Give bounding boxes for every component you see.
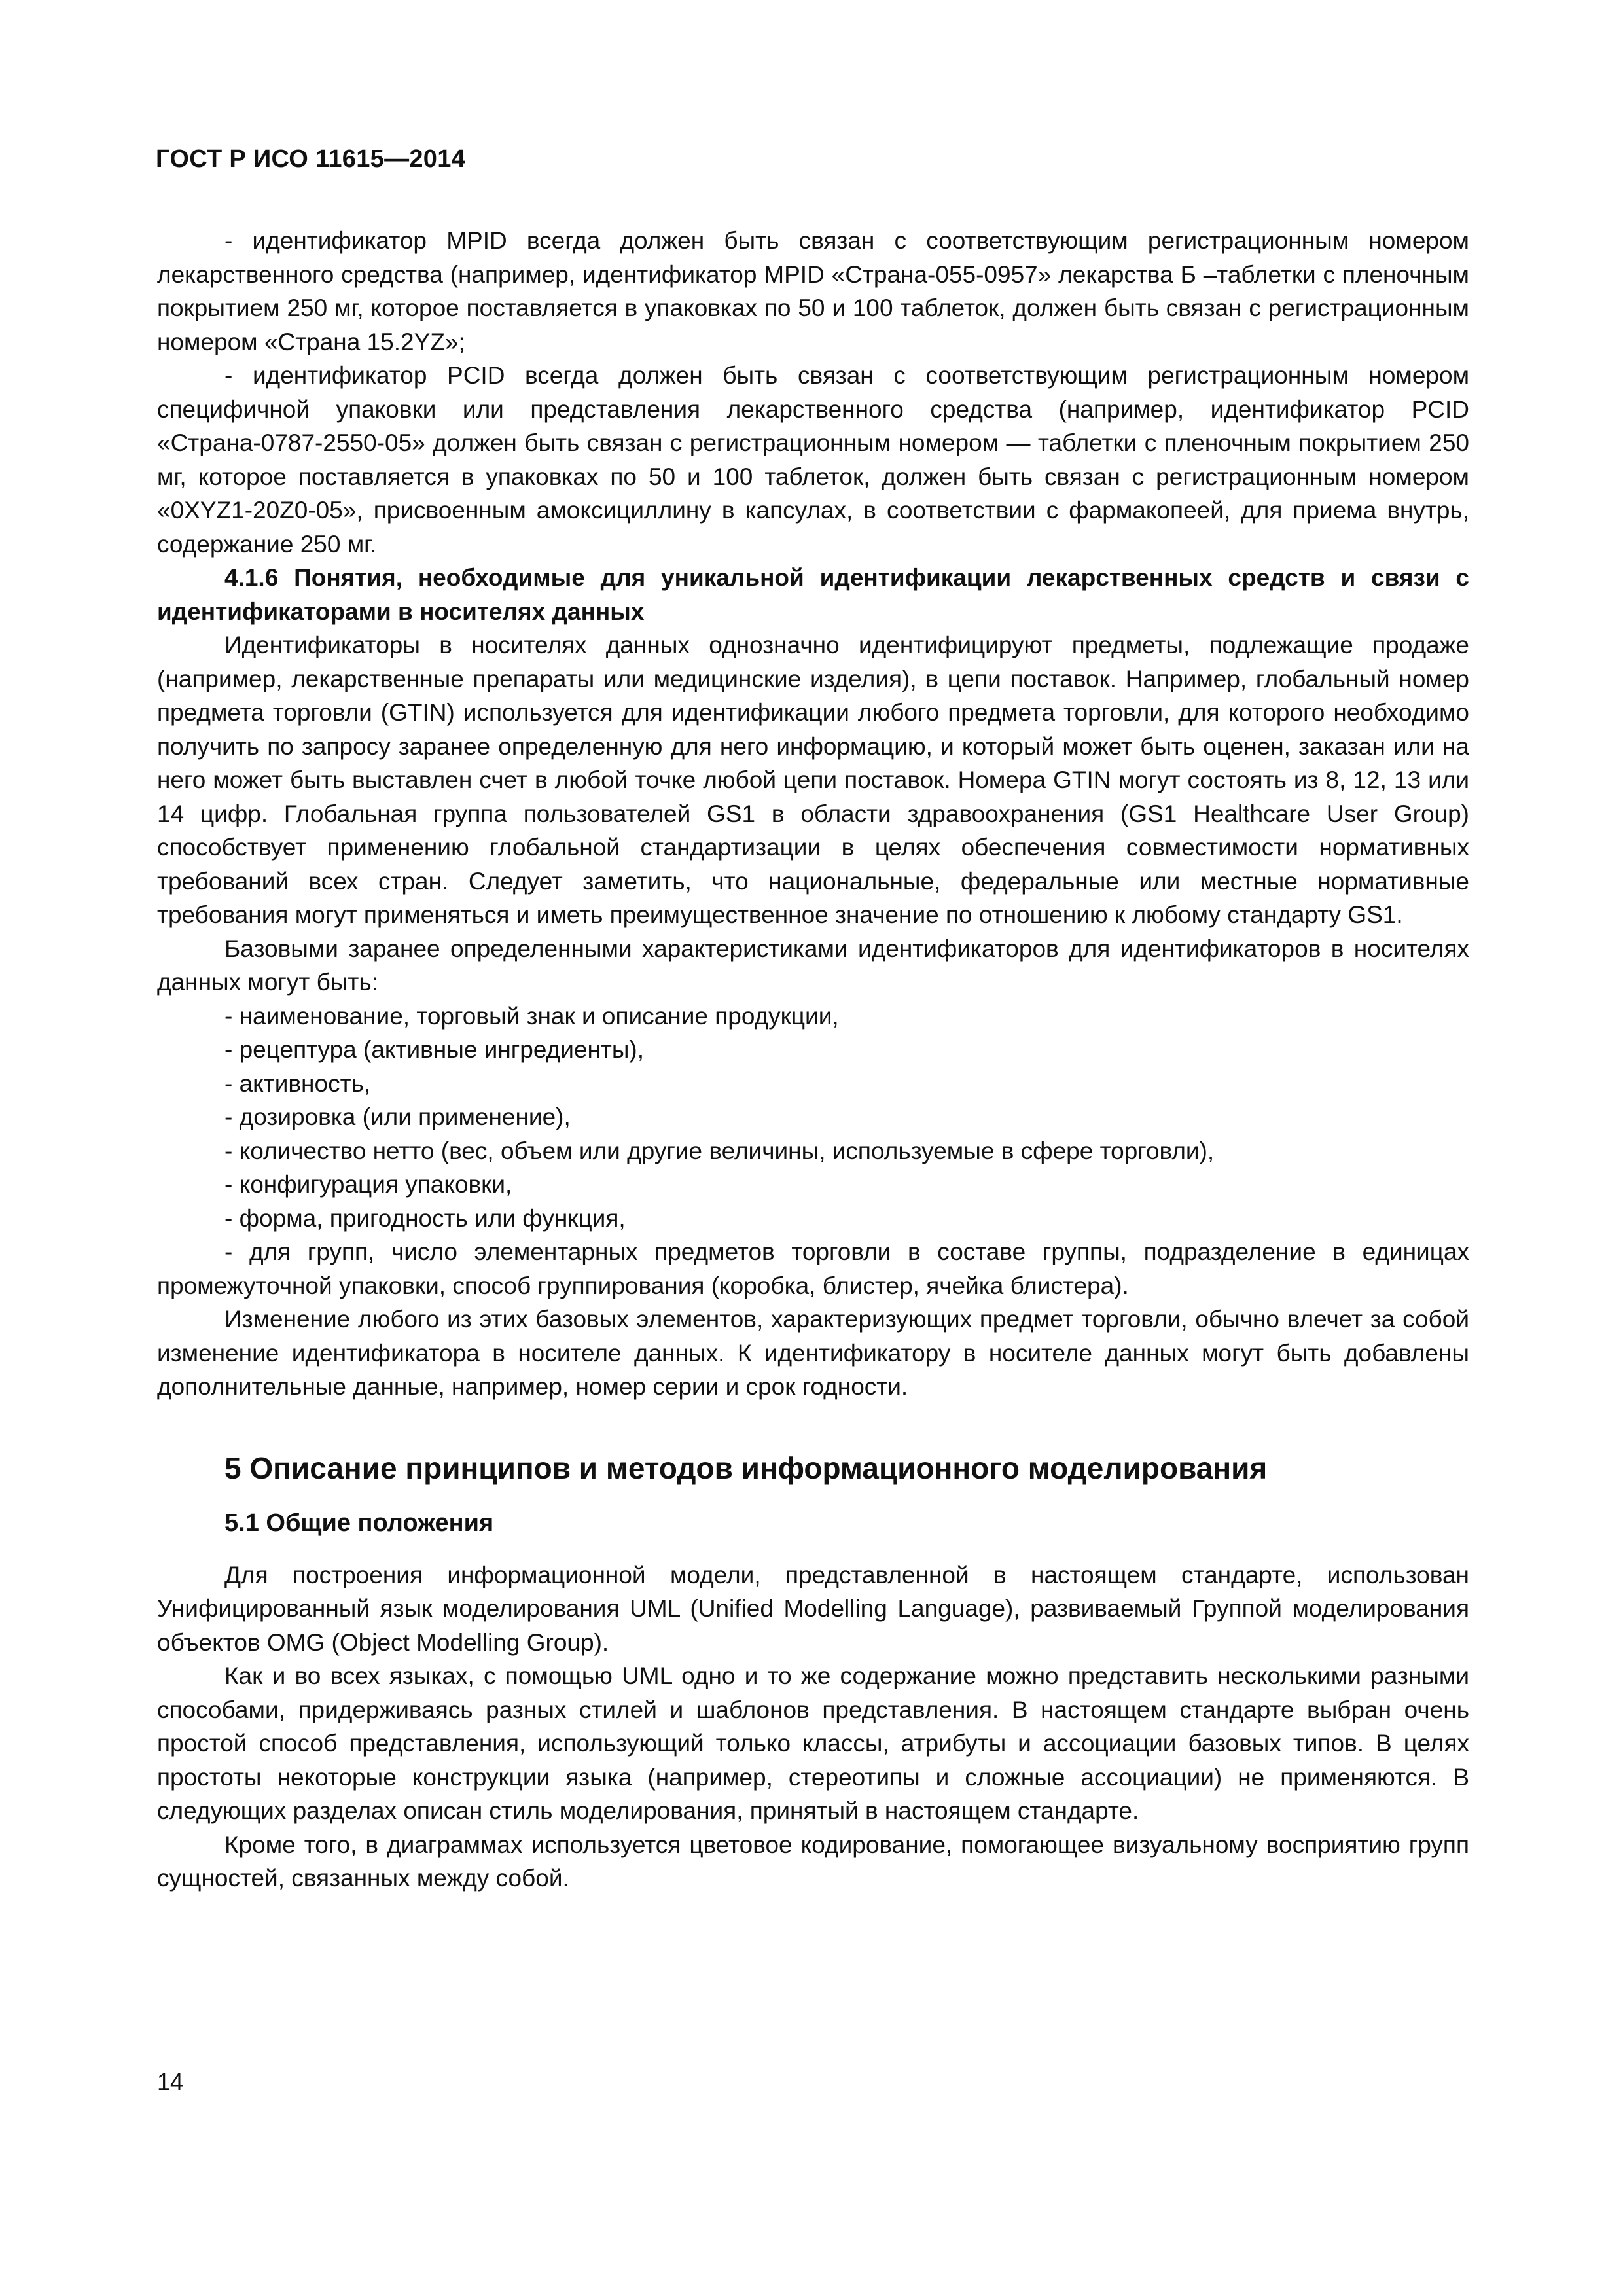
characteristics-list: [157, 999, 1469, 1303]
list-item: - количество нетто (вес, объем или другие величины, используемые в сфере торговли),: [224, 1137, 1215, 1164]
document-header: ГОСТ Р ИСО 11615—2014: [156, 145, 466, 173]
section-4-1-6-paragraph: Изменение любого из этих базовых элементов, характеризующих предмет торговли, обычно влечет за собой изменение идентификатора в носителе данных. К идентификатору в носителе данных могут быть добавлены дополнительные данные, например, номер серии и срок годности.: [157, 1306, 1469, 1400]
page-number: 14: [157, 2068, 184, 2095]
section-5-1-title: 5.1 Общие положения: [224, 1509, 494, 1537]
section-5-title: 5 Описание принципов и методов информационного моделирования: [224, 1450, 1268, 1485]
list-item: - дозировка (или применение),: [224, 1103, 571, 1130]
list-item: - конфигурация упаковки,: [224, 1171, 512, 1198]
list-item: - активность,: [224, 1069, 371, 1097]
section-4-1-6-title: 4.1.6 Понятия, необходимые для уникальной идентификации лекарственных средств и связи с идентификаторами в носителях данных: [157, 564, 1469, 625]
section-4-1-6-paragraph: Идентификаторы в носителях данных однозначно идентифицируют предметы, подлежащие продаже (например, лекарственные препараты или медицинские изделия), в цепи поставок. Например, глобальный номер предмета торговли (GTIN) используется для идентификации любого предмета торговли, для которого необходимо получить по запросу заранее определенную для него информацию, и который может быть оценен, заказан или на него может быть выставлен счет в любой точке любой цепи поставок. Номера GTIN могут состоять из 8, 12, 13 или 14 цифр. Глобальная группа пользователей GS1 в области здравоохранения (GS1 Healthcare User Group) способствует применению глобальной стандартизации в целях обеспечения совместимости нормативных требований всех стран. Следует заметить, что национальные, федеральные или местные нормативные требования могут применяться и иметь преимущественное значение по отношению к любому стандарту GS1.: [157, 632, 1469, 928]
list-item: - форма, пригодность или функция,: [224, 1204, 626, 1232]
intro-item-pcid: - идентификатор PCID всегда должен быть связан с соответствующим регистрационным номером специфичной упаковки или представления лекарственного средства (например, идентификатор PCID «Страна-0787-2550-05» должен быть связан с регистрационным номером — таблетки с пленочным покрытием 250 мг, которое поставляется в упаковках по 50 и 100 таблеток, должен быть связан с регистрационным номером «0XYZ1-20Z0-05», присвоенным амоксициллину в капсулах, в соответствии с фармакопеей, для приема внутрь, содержание 250 мг.: [157, 362, 1469, 558]
list-item: - для групп, число элементарных предметов торговли в составе группы, подразделение в единицах промежуточной упаковки, способ группирования (коробка, блистер, ячейка блистера).: [157, 1238, 1469, 1299]
section-5-1-paragraph: Как и во всех языках, с помощью UML одно и то же содержание можно представить несколькими разными способами, придерживаясь разных стилей и шаблонов представления. В настоящем стандарте выбран очень простой способ представления, использующий только классы, атрибуты и ассоциации базовых типов. В целях простоты некоторые конструкции языка (например, стереотипы и сложные ассоциации) не применяются. В следующих разделах описан стиль моделирования, принятый в настоящем стандарте.: [157, 1662, 1469, 1824]
list-item: - наименование, торговый знак и описание продукции,: [224, 1002, 839, 1030]
document-body: [157, 224, 1469, 1895]
section-5-1-paragraph: Кроме того, в диаграммах используется цветовое кодирование, помогающее визуальному восприятию групп сущностей, связанных между собой.: [157, 1831, 1469, 1892]
intro-item-mpid: - идентификатор MPID всегда должен быть связан с соответствующим регистрационным номером лекарственного средства (например, идентификатор MPID «Страна-055-0957» лекарства Б –таблетки с пленочным покрытием 250 мг, которое поставляется в упаковках по 50 и 100 таблеток, должен быть связан с регистрационным номером «Страна 15.2YZ»;: [157, 227, 1469, 355]
section-4-1-6-paragraph: Базовыми заранее определенными характеристиками идентификаторов для идентификаторов в носителях данных могут быть:: [157, 935, 1469, 996]
section-5-1-paragraph: Для построения информационной модели, представленной в настоящем стандарте, использован Унифицированный язык моделирования UML (Unified Modelling Language), развиваемый Группой моделирования объектов OMG (Object Modelling Group).: [157, 1561, 1469, 1656]
list-item: - рецептура (активные ингредиенты),: [224, 1036, 645, 1063]
